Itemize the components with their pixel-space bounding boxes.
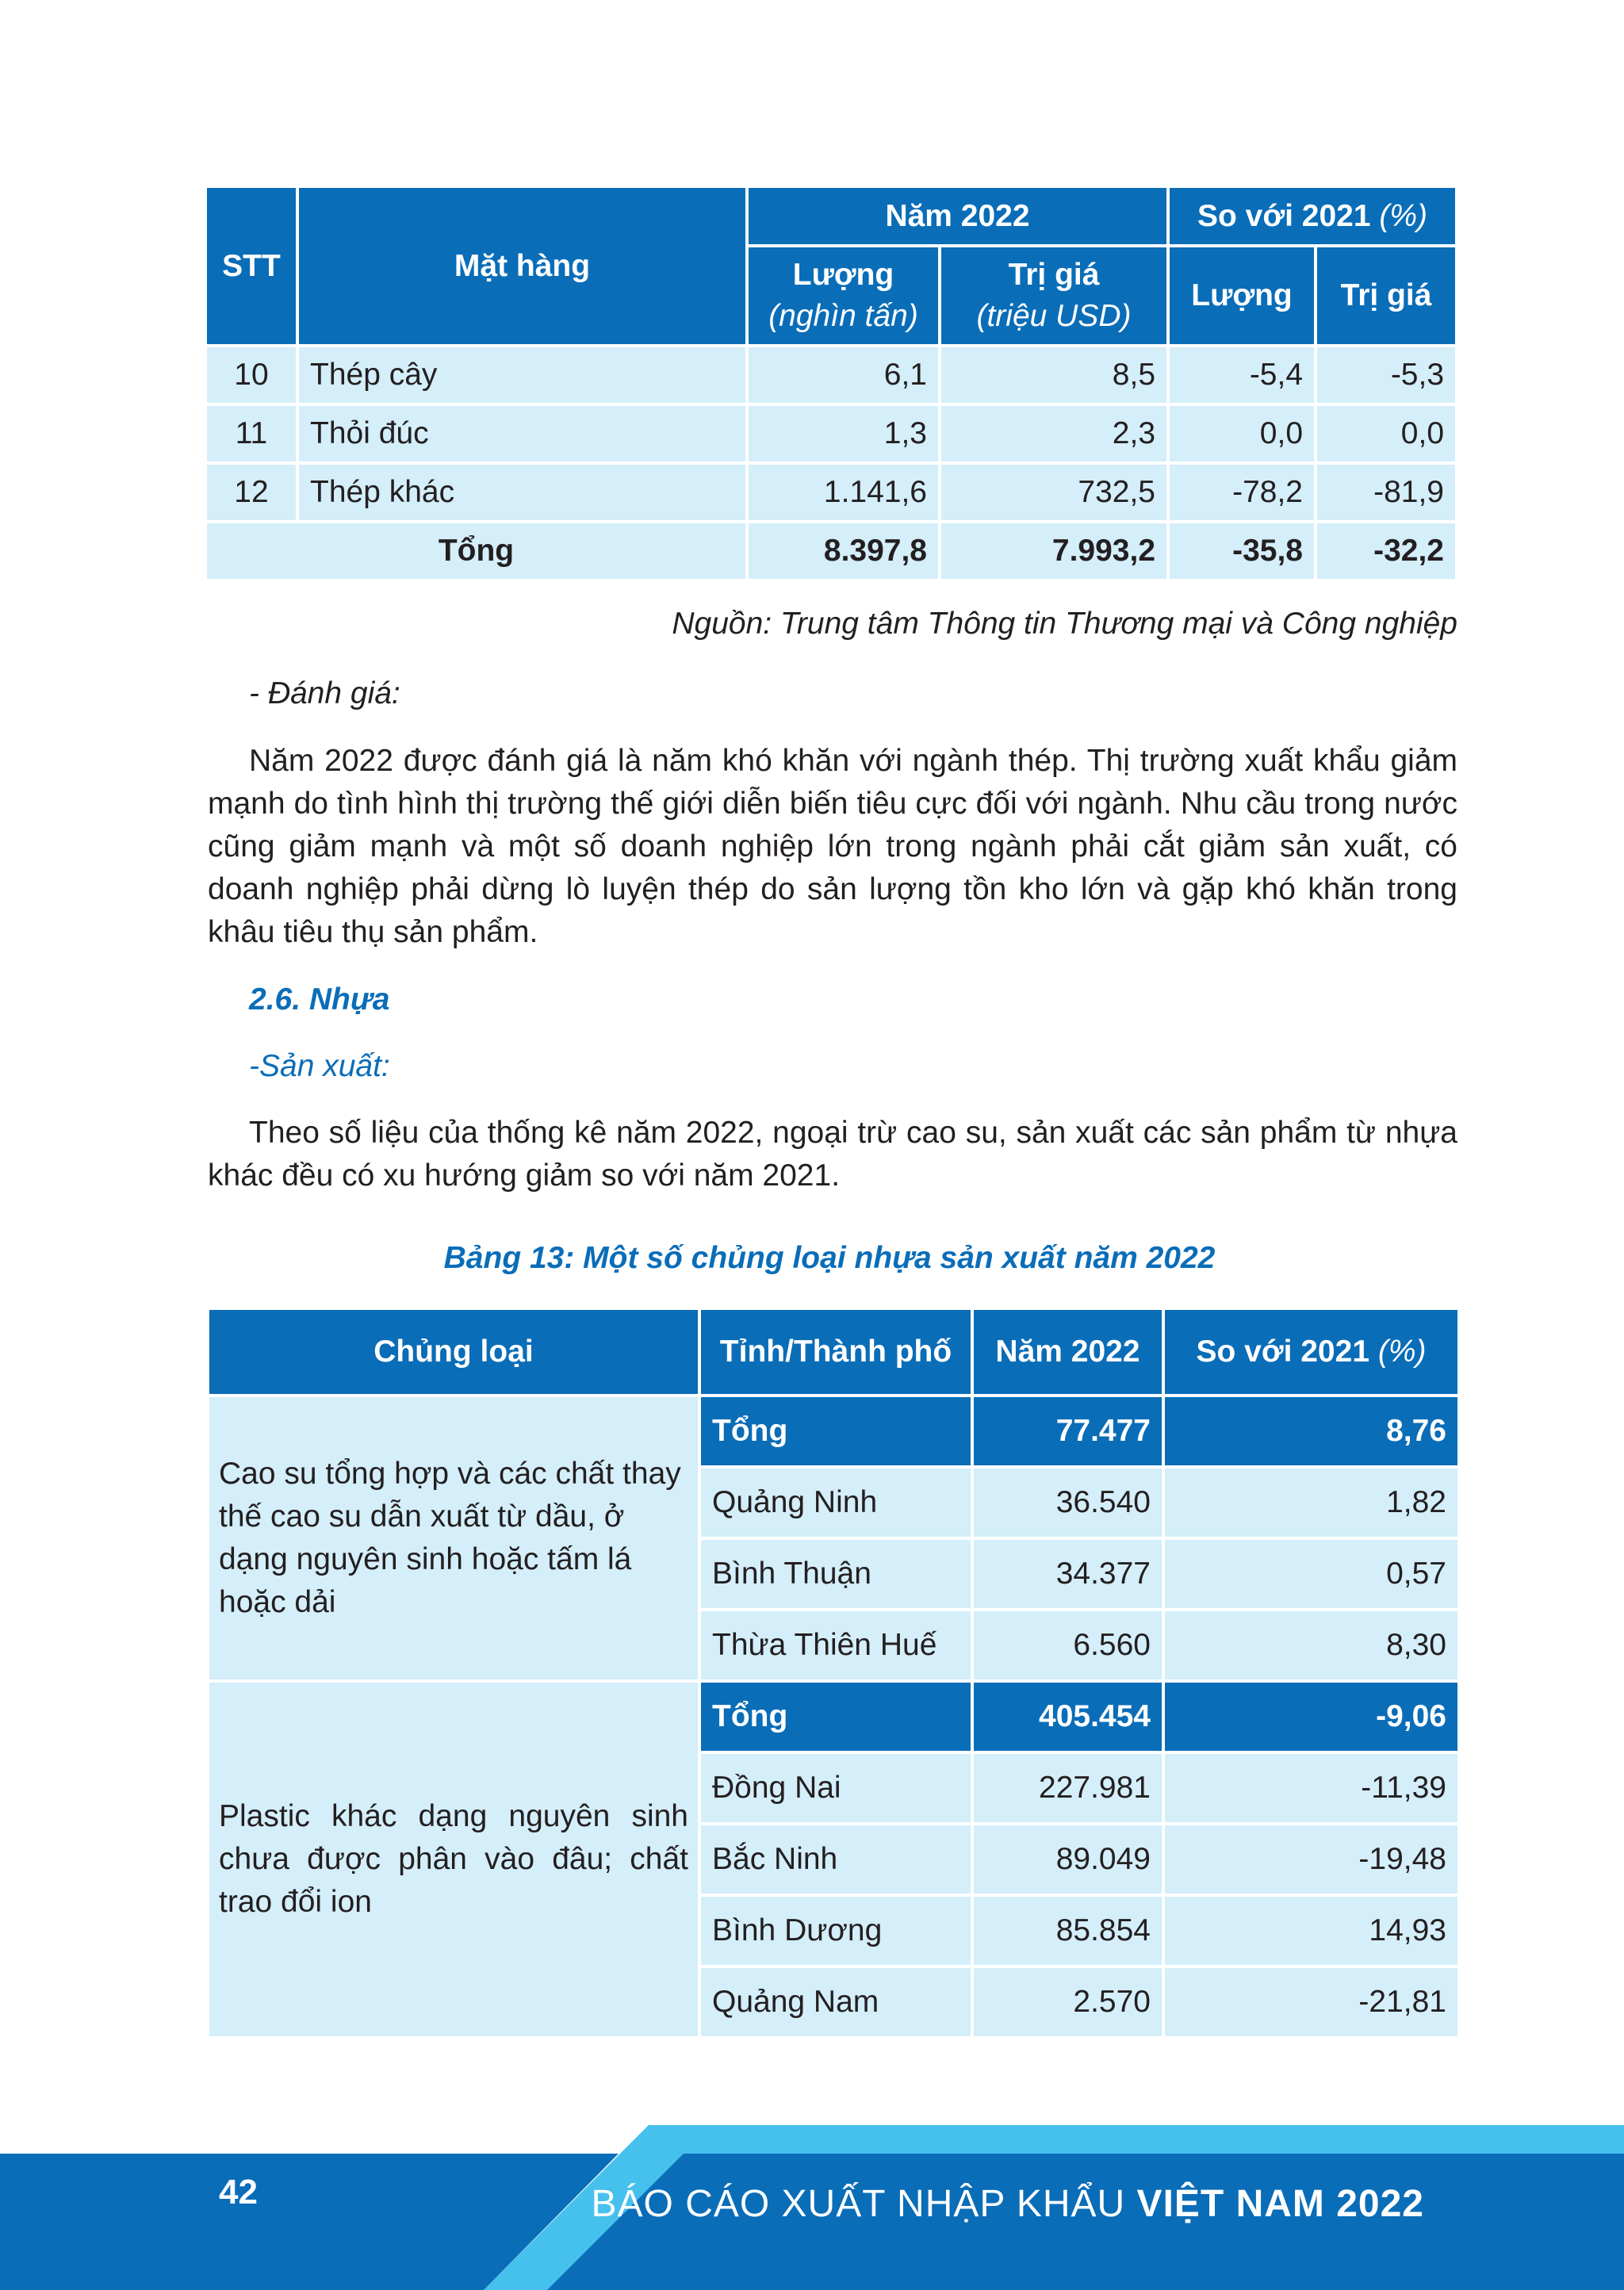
header-tri-gia-label: Trị giá <box>1008 258 1100 292</box>
header-tri-gia-unit: (triệu USD) <box>976 299 1132 333</box>
header-tinh: Tỉnh/Thành phố <box>699 1308 972 1396</box>
cell-province: Bắc Ninh <box>699 1824 972 1895</box>
cell-name: Thép cây <box>297 346 747 404</box>
category-cell: Cao su tổng hợp và các chất thay thế cao su dẫn xuất từ dầu, ở dạng nguyên sinh hoặc tấm lá hoặc dải <box>208 1396 699 1681</box>
header-nam-2022: Năm 2022 <box>747 186 1168 246</box>
header-so-voi-2021 <box>1168 186 1457 246</box>
cell-tri-gia: 8,5 <box>940 346 1168 404</box>
cell-name: Thỏi đúc <box>297 404 747 463</box>
cell-value: 89.049 <box>972 1824 1163 1895</box>
cell-tri-gia: 732,5 <box>940 463 1168 522</box>
cell-province: Bình Dương <box>699 1895 972 1966</box>
section-heading: 2.6. Nhựa <box>249 982 390 1017</box>
header-mat-hang: Mặt hàng <box>297 186 747 346</box>
report-title-light: BÁO CÁO XUẤT NHẬP KHẨU <box>591 2183 1137 2225</box>
cell-pct-tri-gia: -81,9 <box>1316 463 1457 522</box>
cell-value: 405.454 <box>972 1681 1163 1752</box>
cell-pct: -11,39 <box>1163 1752 1459 1824</box>
header-so-voi-label: So với 2021 <box>1197 198 1371 233</box>
cell-value: 2.570 <box>972 1966 1163 2038</box>
paragraph-plastic-production: Theo số liệu của thống kê năm 2022, ngoại trừ cao su, sản xuất các sản phẩm từ nhựa khác đều có xu hướng giảm so với năm 2021. <box>208 1116 1457 1193</box>
cell-province: Quảng Nam <box>699 1966 972 2038</box>
table-row <box>205 404 1457 463</box>
cell-value: 77.477 <box>972 1396 1163 1467</box>
cell-pct: -21,81 <box>1163 1966 1459 2038</box>
header-so-voi-unit: (%) <box>1377 1335 1427 1369</box>
cell-pct: 14,93 <box>1163 1895 1459 1966</box>
report-title <box>591 2182 1424 2226</box>
page-number: 42 <box>219 2173 258 2211</box>
source-note: Nguồn: Trung tâm Thông tin Thương mại và Công nghiệp <box>672 607 1457 641</box>
header-luong-label: Lượng <box>792 258 894 292</box>
plastic-production-table <box>206 1307 1461 2039</box>
cell-province: Bình Thuận <box>699 1538 972 1610</box>
cell-pct-tri-gia: 0,0 <box>1316 404 1457 463</box>
table-caption: Bảng 13: Một số chủng loại nhựa sản xuất năm 2022 <box>443 1241 1216 1275</box>
cell-pct-luong: 0,0 <box>1168 404 1316 463</box>
evaluation-label: - Đánh giá: <box>249 676 400 710</box>
header-pct-tri-gia: Trị giá <box>1316 246 1457 346</box>
header-tri-gia <box>940 246 1168 346</box>
group-total-row <box>208 1396 1459 1467</box>
cell-total-luong: 8.397,8 <box>747 522 940 580</box>
cell-total-label: Tổng <box>205 522 747 580</box>
header-so-voi-unit: (%) <box>1379 198 1428 233</box>
header-stt: STT <box>205 186 297 346</box>
cell-pct: 8,76 <box>1163 1396 1459 1467</box>
cell-luong: 6,1 <box>747 346 940 404</box>
cell-province: Thừa Thiên Huế <box>699 1610 972 1681</box>
header-pct-luong: Lượng <box>1168 246 1316 346</box>
cell-pct-tri-gia: -5,3 <box>1316 346 1457 404</box>
cell-pct-luong: -5,4 <box>1168 346 1316 404</box>
header-so-voi-2021 <box>1163 1308 1459 1396</box>
cell-province: Đồng Nai <box>699 1752 972 1824</box>
header-luong <box>747 246 940 346</box>
cell-value: 6.560 <box>972 1610 1163 1681</box>
cell-province: Tổng <box>699 1396 972 1467</box>
header-luong-unit: (nghìn tấn) <box>768 299 918 333</box>
cell-tri-gia: 2,3 <box>940 404 1168 463</box>
table-row <box>205 346 1457 404</box>
cell-total-pct-tri-gia: -32,2 <box>1316 522 1457 580</box>
header-so-voi-label: So với 2021 <box>1196 1335 1370 1369</box>
cell-stt: 10 <box>205 346 297 404</box>
paragraph-steel-assessment: Năm 2022 được đánh giá là năm khó khăn với ngành thép. Thị trường xuất khẩu giảm mạnh do tình hình thị trường thế giới diễn biến tiêu cực đối với ngành. Nhu cầu trong nước cũng giảm mạnh và một số doanh nghiệp lớn trong ngành phải cắt giảm sản xuất, có doanh nghiệp phải dừng lò luyện thép do sản lượng tồn kho lớn và gặp khó khăn trong khâu tiêu thụ sản phẩm. <box>208 744 1457 949</box>
cell-pct: 1,82 <box>1163 1467 1459 1538</box>
cell-stt: 11 <box>205 404 297 463</box>
cell-pct-luong: -78,2 <box>1168 463 1316 522</box>
cell-pct: -9,06 <box>1163 1681 1459 1752</box>
category-cell: Plastic khác dạng nguyên sinh chưa được phân vào đâu; chất trao đổi ion <box>208 1681 699 2038</box>
cell-name: Thép khác <box>297 463 747 522</box>
header-chung-loai: Chủng loại <box>208 1308 699 1396</box>
cell-total-pct-luong: -35,8 <box>1168 522 1316 580</box>
cell-province: Quảng Ninh <box>699 1467 972 1538</box>
cell-pct: 8,30 <box>1163 1610 1459 1681</box>
production-label: -Sản xuất: <box>249 1049 390 1083</box>
cell-value: 34.377 <box>972 1538 1163 1610</box>
cell-pct: 0,57 <box>1163 1538 1459 1610</box>
steel-export-table <box>204 185 1458 582</box>
cell-stt: 12 <box>205 463 297 522</box>
header-nam-2022: Năm 2022 <box>972 1308 1163 1396</box>
cell-value: 227.981 <box>972 1752 1163 1824</box>
cell-value: 85.854 <box>972 1895 1163 1966</box>
cell-value: 36.540 <box>972 1467 1163 1538</box>
table-row <box>205 463 1457 522</box>
total-row <box>205 522 1457 580</box>
group-total-row <box>208 1681 1459 1752</box>
report-title-bold: VIỆT NAM 2022 <box>1136 2183 1424 2225</box>
cell-province: Tổng <box>699 1681 972 1752</box>
cell-luong: 1,3 <box>747 404 940 463</box>
cell-luong: 1.141,6 <box>747 463 940 522</box>
cell-total-tri-gia: 7.993,2 <box>940 522 1168 580</box>
cell-pct: -19,48 <box>1163 1824 1459 1895</box>
